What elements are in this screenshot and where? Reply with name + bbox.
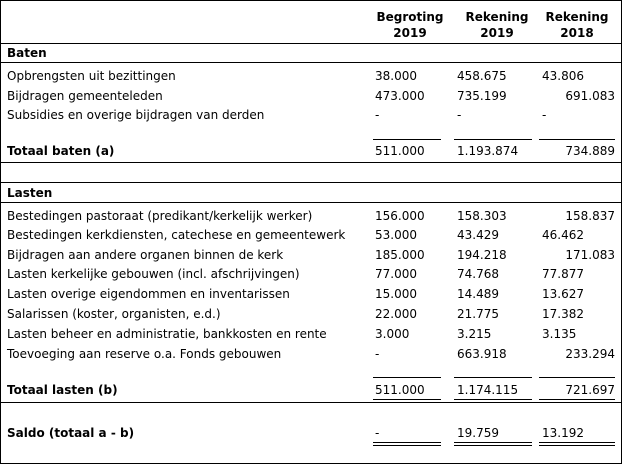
divider (1, 182, 621, 183)
cell-rekening-2019: 74.768 (457, 267, 499, 281)
cell-rekening-2019: 1.193.874 (457, 144, 519, 158)
row-label: Totaal baten (a) (7, 144, 115, 158)
total-line (539, 399, 615, 400)
row-label: Toevoeging aan reserve o.a. Fonds gebouwen (7, 347, 282, 361)
row-label: Saldo (totaal a - b) (7, 426, 135, 440)
cell-begroting-2019: 473.000 (375, 89, 425, 103)
row-label: Totaal lasten (b) (7, 383, 118, 397)
row-label: Lasten overige eigendommen en inventarissen (7, 287, 290, 301)
cell-begroting-2019: 15.000 (375, 287, 417, 301)
row-label: Bestedingen pastoraat (predikant/kerkelijk werker) (7, 209, 313, 223)
cell-rekening-2019: 194.218 (457, 248, 507, 262)
double-underline (454, 442, 532, 443)
cell-rekening-2019: 19.759 (457, 426, 499, 440)
cell-begroting-2019: 77.000 (375, 267, 417, 281)
cell-rekening-2019: 158.303 (457, 209, 507, 223)
cell-rekening-2019: 21.775 (457, 307, 499, 321)
cell-rekening-2018: 43.806 (542, 69, 584, 83)
cell-rekening-2018: 46.462 (542, 228, 584, 242)
divider (1, 62, 621, 63)
cell-rekening-2019: 3.215 (457, 327, 492, 341)
section-title-baten: Baten (7, 46, 47, 60)
cell-rekening-2019: 458.675 (457, 69, 507, 83)
row-label: Bestedingen kerkdiensten, catechese en gemeentewerk (7, 228, 346, 242)
row-label: Salarissen (koster, organisten, e.d.) (7, 307, 221, 321)
cell-rekening-2019: 43.429 (457, 228, 499, 242)
cell-rekening-2019: 663.918 (457, 347, 507, 361)
row-label: Bijdragen gemeenteleden (7, 89, 163, 103)
row-label: Opbrengsten uit bezittingen (7, 69, 176, 83)
subtotal-line (539, 139, 615, 140)
subtotal-line (373, 377, 441, 378)
col-header-rekening-2018: Rekening 2018 (545, 10, 609, 40)
cell-rekening-2018: 77.877 (542, 267, 584, 281)
cell-begroting-2019: 511.000 (375, 144, 425, 158)
cell-begroting-2019: 53.000 (375, 228, 417, 242)
double-underline (539, 442, 615, 443)
cell-begroting-2019: - (375, 347, 380, 361)
cell-rekening-2018: 691.083 (565, 89, 615, 103)
subtotal-line (539, 377, 615, 378)
row-label: Lasten kerkelijke gebouwen (incl. afschrijvingen) (7, 267, 300, 281)
total-line (373, 399, 441, 400)
cell-begroting-2019: 185.000 (375, 248, 425, 262)
total-line (454, 399, 532, 400)
col-header-rekening-2019: Rekening 2019 (465, 10, 529, 40)
divider (1, 162, 621, 163)
col-header-begroting-2019: Begroting 2019 (376, 10, 444, 40)
subtotal-line (454, 377, 532, 378)
double-underline (539, 445, 615, 446)
cell-rekening-2018: 233.294 (565, 347, 615, 361)
cell-rekening-2018: 171.083 (565, 248, 615, 262)
cell-begroting-2019: 38.000 (375, 69, 417, 83)
double-underline (454, 445, 532, 446)
cell-rekening-2018: 13.627 (542, 287, 584, 301)
cell-rekening-2018: - (542, 108, 547, 122)
row-label: Subsidies en overige bijdragen van derden (7, 108, 265, 122)
cell-begroting-2019: 3.000 (375, 327, 410, 341)
cell-rekening-2018: 721.697 (565, 383, 615, 397)
cell-rekening-2019: - (457, 108, 462, 122)
divider (1, 202, 621, 203)
cell-rekening-2018: 3.135 (542, 327, 577, 341)
row-label: Bijdragen aan andere organen binnen de kerk (7, 248, 284, 262)
cell-begroting-2019: 511.000 (375, 383, 425, 397)
cell-begroting-2019: 22.000 (375, 307, 417, 321)
cell-rekening-2018: 734.889 (565, 144, 615, 158)
divider (1, 43, 621, 44)
row-label: Lasten beheer en administratie, bankkosten en rente (7, 327, 327, 341)
double-underline (373, 442, 441, 443)
cell-begroting-2019: - (375, 108, 380, 122)
cell-rekening-2019: 1.174.115 (457, 383, 519, 397)
cell-rekening-2019: 14.489 (457, 287, 499, 301)
cell-rekening-2019: 735.199 (457, 89, 507, 103)
cell-begroting-2019: 156.000 (375, 209, 425, 223)
cell-begroting-2019: - (375, 426, 380, 440)
divider (1, 402, 621, 403)
cell-rekening-2018: 17.382 (542, 307, 584, 321)
section-title-lasten: Lasten (7, 186, 53, 200)
double-underline (373, 445, 441, 446)
subtotal-line (454, 139, 532, 140)
cell-rekening-2018: 13.192 (542, 426, 584, 440)
cell-rekening-2018: 158.837 (565, 209, 615, 223)
subtotal-line (373, 139, 441, 140)
